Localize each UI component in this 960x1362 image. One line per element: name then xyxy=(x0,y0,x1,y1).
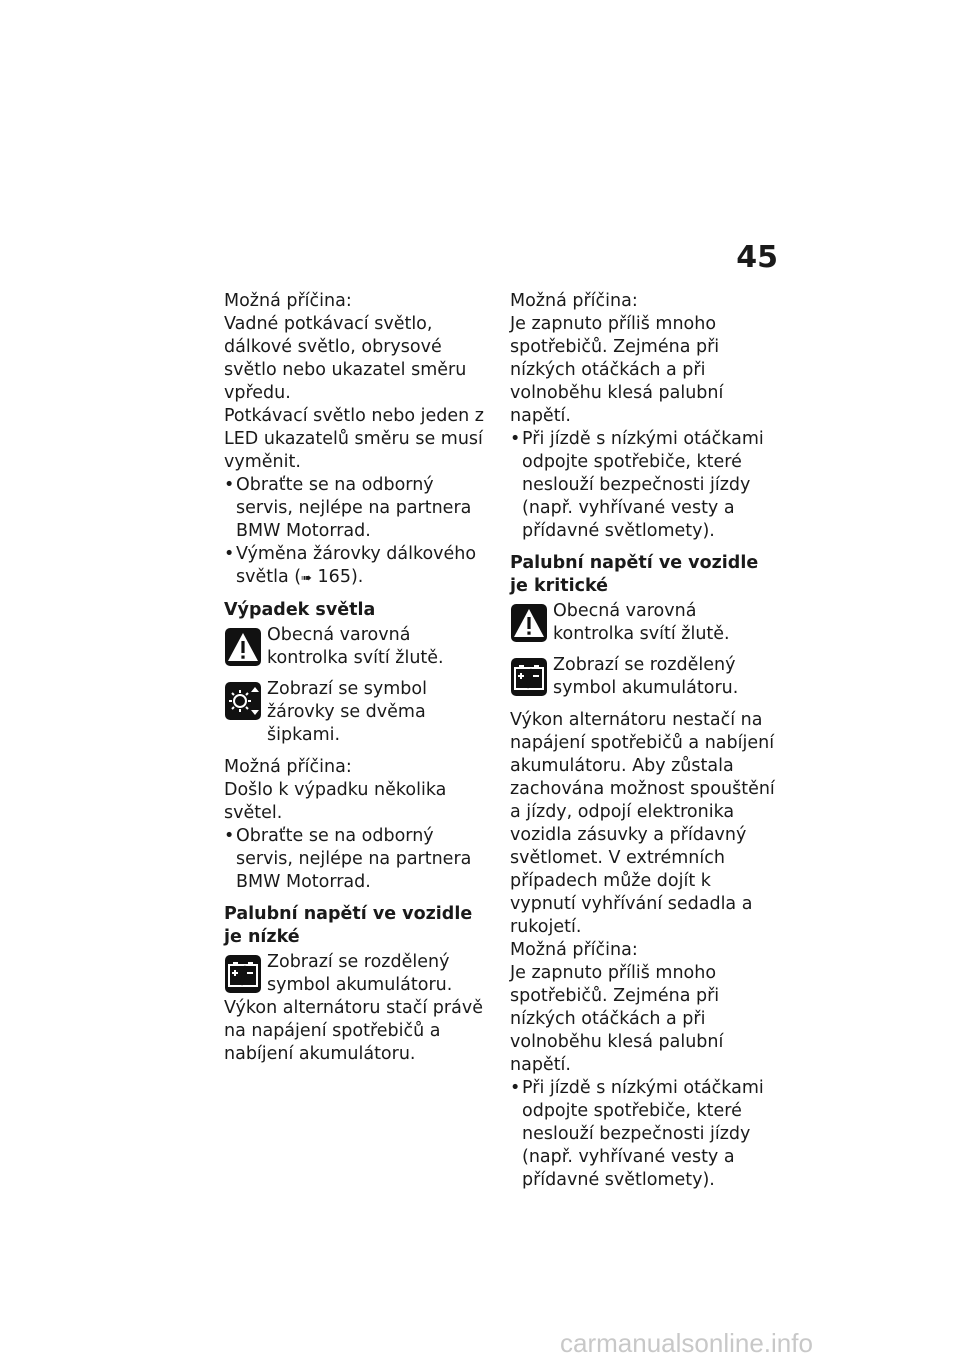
battery-text-2: Zobrazí se rozdělený symbol akumulátoru. xyxy=(553,655,739,698)
bulb-arrows-icon xyxy=(224,681,262,721)
warning-light-icon xyxy=(224,627,262,667)
cause-text: Vadné potkávací světlo, dálkové světlo, obrysové světlo nebo ukazatel směru vpředu. xyxy=(224,314,467,403)
cause-text-3: Došlo k výpadku několika světel. xyxy=(224,780,447,823)
bullet-consumers-2: • Při jízdě s nízkými otáčkami odpojte spotřebiče, které neslouží bezpečnosti jízdy (např. vyhřívané vesty a přídavné světlomety). xyxy=(510,1077,782,1192)
battery-row xyxy=(224,951,496,997)
warning-text: Obecná varovná kontrolka svítí žlutě. xyxy=(267,625,444,668)
warning-text-2: Obecná varovná kontrolka svítí žlutě. xyxy=(553,601,730,644)
right-column xyxy=(510,290,782,1192)
bullet-bulb-replace xyxy=(224,543,496,590)
cause-text-r3: Je zapnuto příliš mnoho spotřebičů. Zejména při nízkých otáčkách a při volnoběhu klesá palubní napětí. xyxy=(510,963,724,1075)
page-ref: 165). xyxy=(311,567,364,587)
cause-label-r3: Možná příčina: xyxy=(510,940,638,960)
left-column xyxy=(224,290,496,1066)
alternator-critical-text: Výkon alternátoru nestačí na napájení spotřebičů a nabíjení akumulátoru. Aby zůstala zachována možnost spouštění a jízdy, odpojí elektronika vozidla zásuvky a přídavný světlomet. V extrémních případech může dojít k vypnutí vyhřívání sedadla a rukojetí. xyxy=(510,710,775,937)
cause-label-2: Možná příčina: xyxy=(224,757,352,777)
bullet-bulb-replace-text: Výměna žárovky dálkového světla ( xyxy=(236,544,477,587)
cause-label: Možná příčina: xyxy=(224,291,352,311)
page-ref-arrow-icon: ➠ xyxy=(301,571,312,586)
cause-label-r1: Možná příčina: xyxy=(510,291,638,311)
bulb-row xyxy=(224,678,496,747)
cause-text-2: Potkávací světlo nebo jeden z LED ukazatelů směru se musí vyměnit. xyxy=(224,406,484,472)
bulb-text: Zobrazí se symbol žárovky se dvěma šipkami. xyxy=(267,679,427,745)
page-number: 45 xyxy=(736,240,778,275)
heading-low-voltage: Palubní napětí ve vozidle je nízké xyxy=(224,904,473,947)
battery-text: Zobrazí se rozdělený symbol akumulátoru. xyxy=(267,952,453,995)
heading-critical-voltage: Palubní napětí ve vozidle je kritické xyxy=(510,553,759,596)
bullet-consumers: • Při jízdě s nízkými otáčkami odpojte spotřebiče, které neslouží bezpečnosti jízdy (např. vyhřívané vesty a přídavné světlomety). xyxy=(510,428,782,543)
battery-row-2 xyxy=(510,654,782,700)
bullet-service: • Obraťte se na odborný servis, nejlépe na partnera BMW Motorrad. xyxy=(224,474,496,543)
bullet-service-2: • Obraťte se na odborný servis, nejlépe na partnera BMW Motorrad. xyxy=(224,825,496,894)
watermark: carmanualsonline.info xyxy=(560,1328,813,1358)
warning-row-2 xyxy=(510,600,782,646)
battery-split-icon xyxy=(224,954,262,994)
cause-text-r1: Je zapnuto příliš mnoho spotřebičů. Zejména při nízkých otáčkách a při volnoběhu klesá palubní napětí. xyxy=(510,314,724,426)
battery-split-icon xyxy=(510,657,548,697)
alternator-text: Výkon alternátoru stačí právě na napájení spotřebičů a nabíjení akumulátoru. xyxy=(224,998,483,1064)
warning-row xyxy=(224,624,496,670)
warning-light-icon xyxy=(510,603,548,643)
heading-light-failure: Výpadek světla xyxy=(224,600,376,620)
